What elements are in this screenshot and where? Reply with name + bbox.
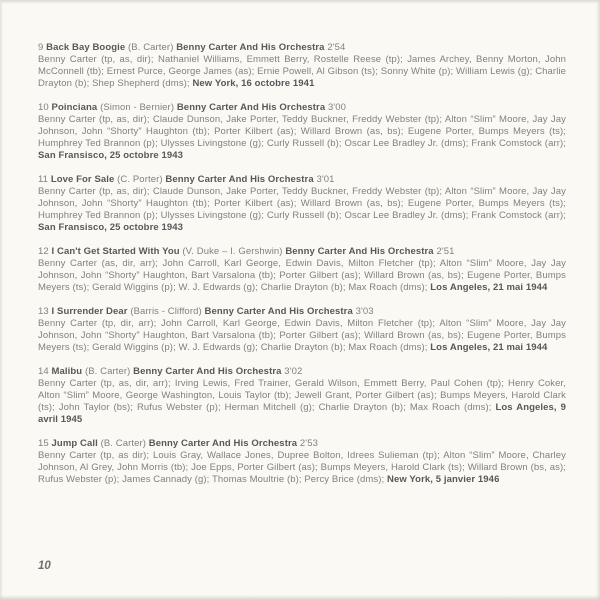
track-personnel (38, 258, 566, 294)
track-duration: 3'02 (284, 366, 303, 377)
track-header (38, 366, 566, 378)
track-header (38, 246, 566, 258)
scan-edge-right (596, 0, 600, 600)
page-number: 10 (38, 560, 51, 572)
track-title: Love For Sale (50, 174, 115, 185)
track-entry (38, 438, 566, 486)
session-info: New York, 5 janvier 1946 (387, 474, 500, 485)
track-artist: Benny Carter And His Orchestra (133, 366, 282, 377)
track-personnel (38, 114, 566, 162)
session-info: New York, 16 octobre 1941 (192, 78, 315, 89)
track-composer: (B. Carter) (84, 366, 131, 377)
personnel-text: Benny Carter (as, dir, arr); John Carroll, Karl George, Edwin Davis, Milton Fletcher (tp); Alton “Slim” Moore, Jay Jay Johnson, John “Shorty” Haughton, Bart Varsalona (tb); Porter Gilbert (as); Willard Brown (as, bs); Eugene Porter, Bumps Meyers (ts); Gerald Wiggins (p); W. J. Edwards (g); Charlie Drayton (b); Max Roach (dms); (38, 258, 566, 293)
track-personnel (38, 186, 566, 234)
track-entry (38, 42, 566, 90)
track-composer: (V. Duke – I. Gershwin) (182, 246, 283, 257)
session-info: San Fransisco, 25 octobre 1943 (38, 222, 184, 233)
session-info: Los Angeles, 9 avril 1945 (38, 402, 566, 425)
track-personnel (38, 318, 566, 354)
track-composer: (Barris - Clifford) (130, 306, 202, 317)
track-duration: 3'03 (355, 306, 374, 317)
track-entry (38, 366, 566, 426)
track-number: 11 (38, 174, 49, 185)
session-info: San Fransisco, 25 octobre 1943 (38, 150, 184, 161)
track-personnel (38, 450, 566, 486)
track-header (38, 174, 566, 186)
track-number: 13 (38, 306, 49, 317)
track-number: 9 (38, 42, 44, 53)
track-list (38, 42, 566, 498)
track-title: I Can't Get Started With You (51, 246, 180, 257)
track-number: 14 (38, 366, 49, 377)
track-personnel (38, 378, 566, 426)
personnel-text: Benny Carter (tp, dir, arr); John Carroll, Karl George, Edwin Davis, Milton Fletcher (tp); Alton “Slim” Moore, Jay Jay Johnson, John “Shorty” Haughton, Bart Varsalona (tb); Porter Gilbert (as); Willard Brown (as, bs); Eugene Porter, Bumps Meyers (ts); Gerald Wiggins (p); W. J. Edwards (g); Charlie Drayton (b); Max Roach (dms); (38, 318, 566, 353)
track-artist: Benny Carter And His Orchestra (176, 102, 326, 113)
track-artist: Benny Carter And His Orchestra (176, 42, 325, 53)
track-artist: Benny Carter And His Orchestra (165, 174, 314, 185)
personnel-text: Benny Carter (tp, as dir); Louis Gray, Wallace Jones, Dupree Bolton, Idrees Sulieman (tp); Alton “Slim” Moore, Charley Johnson, Al Grey, John Morris (tb); Joe Epps, Porter Gilbert (as); Bumps Meyers, Harold Clark (ts); Willard Brown (bs, as); Rufus Webster (p); James Cannady (g); Thomas Moultrie (b); Percy Brice (dms); (38, 450, 566, 485)
track-title: Poinciana (51, 102, 98, 113)
track-duration: 2'54 (327, 42, 346, 53)
track-title: Back Bay Boogie (46, 42, 126, 53)
track-duration: 3'01 (316, 174, 335, 185)
session-info: Los Angeles, 21 mai 1944 (430, 342, 548, 353)
track-title: Malibu (51, 366, 83, 377)
track-entry (38, 306, 566, 354)
personnel-text: Benny Carter (tp, as, dir); Claude Dunson, Jake Porter, Teddy Buckner, Freddy Webster (tp); Alton “Slim” Moore, Jay Jay Johnson, John “Shorty” Haughton (tb); Porter Kilbert (as); Willard Brown (as, bs); Eugene Porter, Bumps Meyers (ts); Humphrey Ted Brannon (p); Ulysses Livingstone (g); Curly Russell (b); Oscar Lee Bradley Jr. (dms); Frank Comstock (arr); (38, 114, 566, 149)
track-duration: 3'00 (327, 102, 347, 113)
track-artist: Benny Carter And His Orchestra (148, 438, 298, 449)
track-title: I Surrender Dear (51, 306, 128, 317)
track-duration: 2'53 (299, 438, 318, 449)
track-artist: Benny Carter And His Orchestra (204, 306, 353, 317)
track-composer: (Simon - Bernier) (100, 102, 175, 113)
track-composer: (C. Porter) (117, 174, 163, 185)
track-entry (38, 246, 566, 294)
track-entry (38, 102, 566, 162)
scan-edge-left (0, 0, 3, 600)
track-duration: 2'51 (436, 246, 455, 257)
track-number: 12 (38, 246, 49, 257)
track-composer: (B. Carter) (128, 42, 174, 53)
personnel-text: Benny Carter (tp, as, dir, arr); Irving Lewis, Fred Trainer, Gerald Wilson, Emmett Berry, Paul Cohen (tp); Henry Coker, Alton “Slim” Moore, George Washington, Louis Taylor (tb); Jewell Grant, Porter Gilbert (as); Bumps Meyers, Harold Clark (ts); John Taylor (bs); Rufus Webster (p); Herman Mitchell (g); Charlie Drayton (b); Max Roach (dms); (38, 378, 566, 413)
personnel-text: Benny Carter (tp, as, dir); Nathaniel Williams, Emmett Berry, Rostelle Reese (tp); James Archey, Benny Morton, John McConnell (tb); Ernest Purce, George James (as); Ernie Powell, Al Gibson (ts); Sonny White (p); William Lewis (g); Charlie Drayton (b); Shep Shepherd (dms); (38, 54, 566, 89)
track-header (38, 438, 566, 450)
track-header (38, 306, 566, 318)
track-header (38, 42, 566, 54)
track-header (38, 102, 566, 114)
track-artist: Benny Carter And His Orchestra (285, 246, 434, 257)
track-entry (38, 174, 566, 234)
personnel-text: Benny Carter (tp, as, dir); Claude Dunson, Jake Porter, Teddy Buckner, Freddy Webster (tp); Alton “Slim” Moore, Jay Jay Johnson, John “Shorty” Haughton (tb); Porter Kilbert (as); Willard Brown (as, bs); Eugene Porter, Bumps Meyers (ts); Humphrey Ted Brannon (p); Ulysses Livingstone (g); Curly Russell (b); Oscar Lee Bradley Jr. (dms); Frank Comstock (arr); (38, 186, 566, 221)
track-number: 10 (38, 102, 49, 113)
track-personnel (38, 54, 566, 90)
track-composer: (B. Carter) (100, 438, 147, 449)
track-title: Jump Call (51, 438, 98, 449)
session-info: Los Angeles, 21 mai 1944 (430, 282, 548, 293)
track-number: 15 (38, 438, 49, 449)
